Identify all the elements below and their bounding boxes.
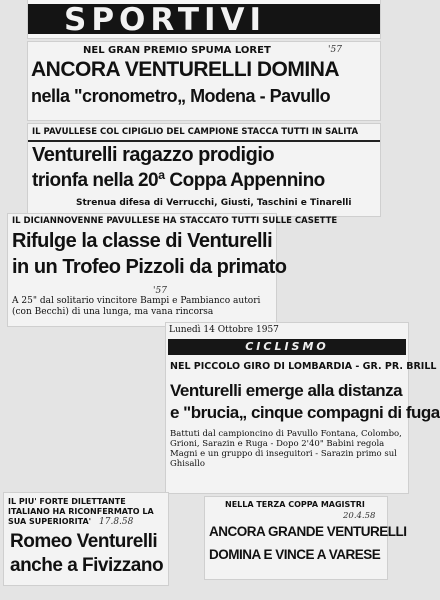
clipping-headline: ANCORA VENTURELLI DOMINA xyxy=(31,58,340,81)
page-title: SPORTIVI xyxy=(64,2,267,38)
clipping-headline-secondary: nella "cronometro„ Modena - Pavullo xyxy=(31,86,331,106)
clipping-trofeo-pizzoli xyxy=(8,214,338,326)
clipping-kicker: IL DICIANNOVENNE PAVULLESE HA STACCATO TUTTI SULLE CASETTE xyxy=(12,216,338,226)
handwritten-date: 17.8.58 xyxy=(99,517,134,527)
clipping-headline-secondary: DOMINA E VINCE A VARESE xyxy=(209,547,381,562)
handwritten-date: '57 xyxy=(153,286,167,296)
clipping-kicker: NELLA TERZA COPPA MAGISTRI xyxy=(225,500,365,509)
clipping-subline: Strenua difesa di Verrucchi, Giusti, Taschini e Tinarelli xyxy=(76,198,352,208)
clipping-headline-secondary: e "brucia„ cinque compagni di fuga xyxy=(170,403,440,422)
clipping-body: Battuti dal campioncino di Pavullo Fontana, Colombo, Grioni, Sarazin e Ruga - Dopo 2'40" Babini regola Magni e un gruppo di inseguitori - Sarazin primo sul Ghisallo xyxy=(170,429,402,469)
clipping-fivizzano xyxy=(4,493,168,585)
divider xyxy=(28,140,380,142)
clipping-headline-secondary: anche a Fivizzano xyxy=(10,555,164,576)
section-band xyxy=(168,339,406,355)
clipping-headline: Romeo Venturelli xyxy=(10,531,158,552)
clipping-giro-lombardia xyxy=(166,323,440,493)
handwritten-date: 20.4.58 xyxy=(343,511,376,521)
clipping-headline: Venturelli ragazzo prodigio xyxy=(32,144,275,166)
clipping-headline-secondary: trionfa nella 20ª Coppa Appennino xyxy=(32,170,325,191)
clipping-kicker: NEL GRAN PREMIO SPUMA LORET xyxy=(83,45,271,56)
handwritten-date: '57 xyxy=(328,45,342,55)
clipping-headline: Rifulge la classe di Venturelli xyxy=(12,230,273,252)
clipping-headline: ANCORA GRANDE VENTURELLI xyxy=(209,524,407,539)
section-band-label: CICLISMO xyxy=(245,340,329,353)
clipping-dateline: Lunedì 14 Ottobre 1957 xyxy=(169,325,279,335)
clipping-kicker: IL PAVULLESE COL CIPIGLIO DEL CAMPIONE STACCA TUTTI IN SALITA xyxy=(32,127,359,137)
clipping-headline: Venturelli emerge alla distanza xyxy=(170,381,403,400)
clipping-coppa-magistri xyxy=(205,497,407,579)
clipping-kicker: IL PIU' FORTE DILETTANTE ITALIANO HA RICONFERMATO LA SUA SUPERIORITA' xyxy=(8,497,154,526)
clipping-kicker: NEL PICCOLO GIRO DI LOMBARDIA - GR. PR. BRILL xyxy=(170,361,437,372)
clipping-coppa-appennino xyxy=(28,124,380,216)
clipping-headline-secondary: in un Trofeo Pizzoli da primato xyxy=(12,256,287,278)
clipping-gran-premio xyxy=(28,42,380,120)
header-clipping xyxy=(28,0,380,38)
clipping-body: A 25" dal solitario vincitore Bampi e Pambianco autori (con Becchi) di una lunga, ma vana rincorsa xyxy=(12,296,261,317)
